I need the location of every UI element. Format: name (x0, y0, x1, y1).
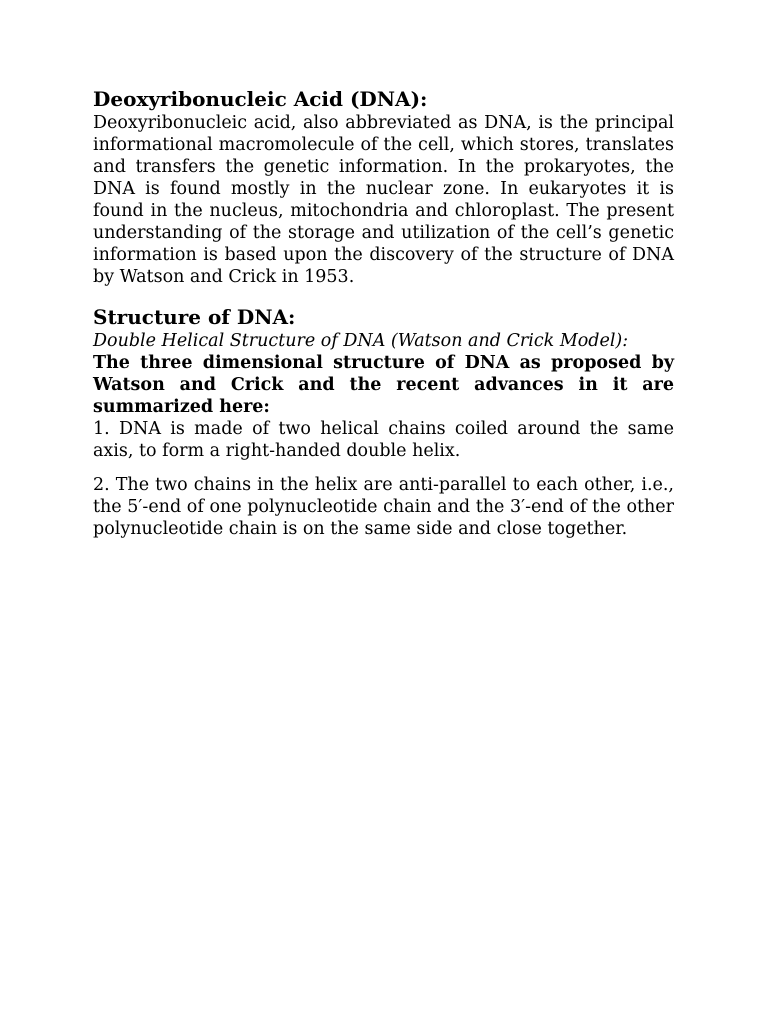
point-1: 1. DNA is made of two helical chains coiled around the same axis, to form a right-handed double helix. (93, 419, 674, 461)
section-bold-intro: The three dimensional structure of DNA as proposed by Watson and Crick and the recent advances in it are summarized here: (93, 353, 674, 417)
document-page (93, 86, 674, 540)
intro-paragraph: Deoxyribonucleic acid, also abbreviated as DNA, is the principal informational macromolecule of the cell, which stores, translates and transfers the genetic information. In the prokaryotes, the DNA is found mostly in the nuclear zone. In eukaryotes it is found in the nucleus, mitochondria and chloroplast. The present understanding of the storage and utilization of the cell’s genetic information is based upon the discovery of the structure of DNA by Watson and Crick in 1953. (93, 113, 674, 287)
section-heading: Structure of DNA: (93, 305, 296, 329)
section-subheading: Double Helical Structure of DNA (Watson and Crick Model): (93, 331, 629, 351)
document-title: Deoxyribonucleic Acid (DNA): (93, 87, 428, 111)
point-2: 2. The two chains in the helix are anti-parallel to each other, i.e., the 5′-end of one polynucleotide chain and the 3′-end of the other polynucleotide chain is on the same side and close together. (93, 475, 674, 539)
